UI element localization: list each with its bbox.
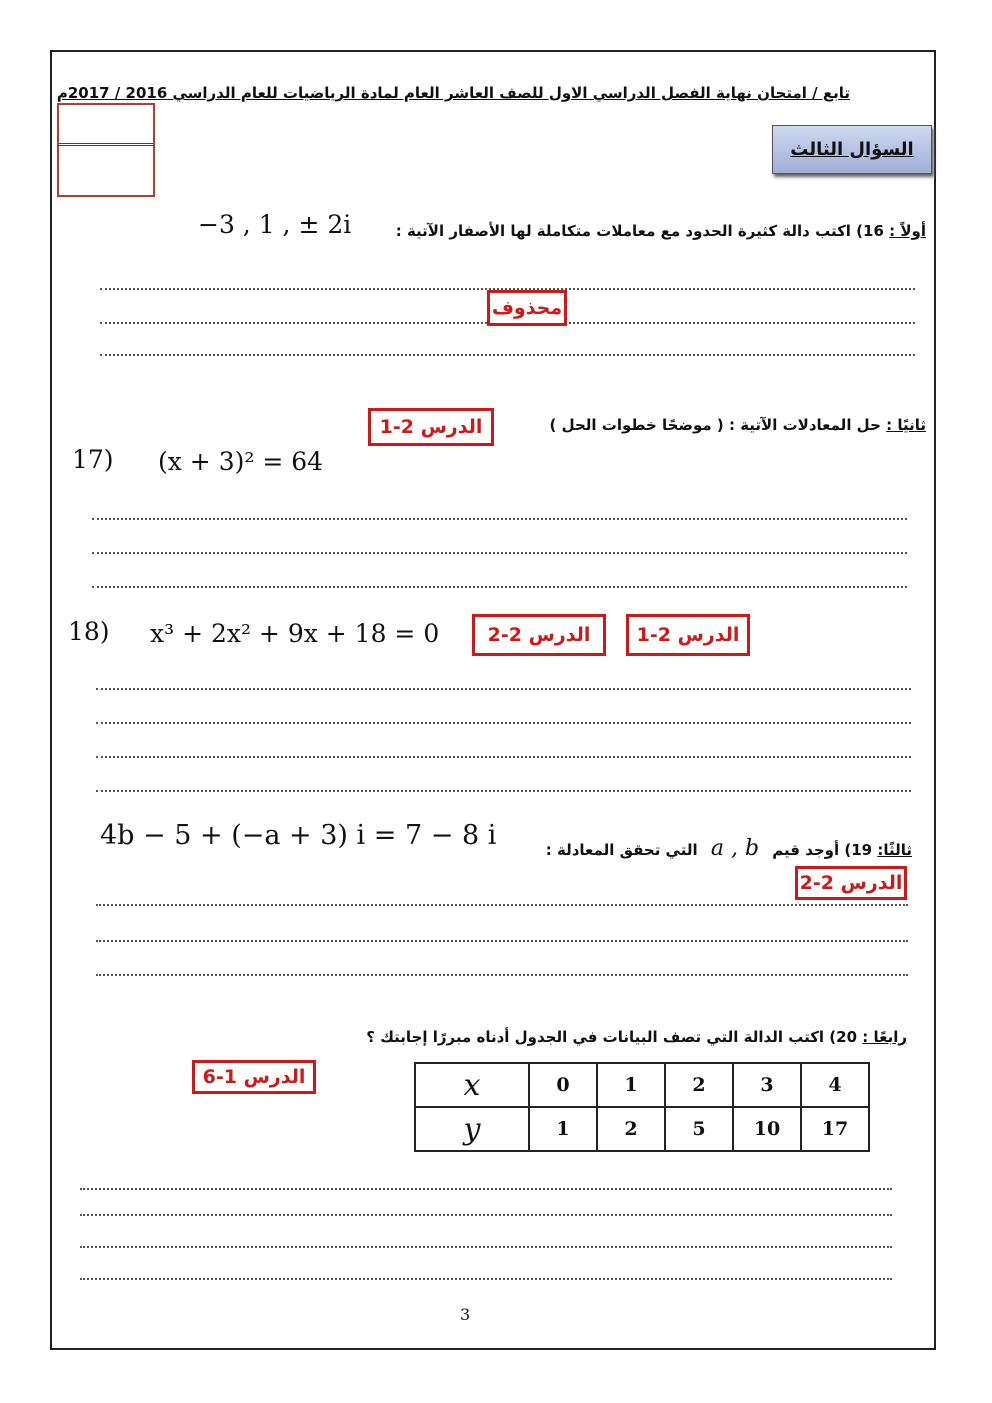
table-row <box>415 1063 869 1107</box>
table-cell: 5 <box>665 1107 733 1151</box>
answer-line <box>96 904 908 906</box>
section-title: السؤال الثالث <box>772 125 932 174</box>
q17-number: 17) <box>72 445 114 474</box>
q16-prompt <box>396 222 926 240</box>
q18-equation: x³ + 2x² + 9x + 18 = 0 <box>150 619 440 648</box>
grade-box-divider <box>59 143 153 146</box>
answer-line <box>96 790 911 792</box>
lesson-tag: الدرس 2-2 <box>795 866 907 900</box>
page-frame <box>50 50 936 1350</box>
answer-line <box>80 1278 892 1280</box>
answer-line <box>96 722 911 724</box>
answer-line <box>80 1246 892 1248</box>
q16-zeros: −3 , 1 , ± 2i <box>198 210 352 239</box>
table-cell: 0 <box>529 1063 597 1107</box>
deleted-tag: محذوف <box>487 290 567 326</box>
data-table <box>414 1062 870 1152</box>
answer-line <box>92 586 907 588</box>
part2-text: حل المعادلات الآتية : ( موضحًا خطوات الحل ) <box>549 416 881 434</box>
answer-line <box>80 1188 892 1190</box>
q19-prompt <box>546 836 912 861</box>
answer-line <box>96 974 908 976</box>
answer-line <box>96 940 908 942</box>
answer-line <box>100 354 915 356</box>
grade-box <box>57 103 155 197</box>
lesson-tag: الدرس 2-1 <box>626 614 750 656</box>
answer-line <box>92 552 907 554</box>
answer-line <box>96 756 911 758</box>
table-cell: 1 <box>529 1107 597 1151</box>
q17-equation: (x + 3)² = 64 <box>158 447 324 476</box>
lesson-tag: الدرس 2-1 <box>368 408 494 446</box>
part2-label: ثانيًا : <box>886 416 926 434</box>
answer-line <box>92 518 907 520</box>
q19-text2: التي تحقق المعادلة : <box>545 841 698 859</box>
table-cell: 1 <box>597 1063 665 1107</box>
table-cell: 17 <box>801 1107 869 1151</box>
q20-label: رابعًا : <box>862 1028 907 1046</box>
table-cell: 3 <box>733 1063 801 1107</box>
lesson-tag: الدرس 2-2 <box>472 614 606 656</box>
q16-label: أولاً : <box>889 222 926 240</box>
answer-line <box>80 1214 892 1216</box>
q20-text: 20) اكتب الدالة التي تصف البيانات في الجدول أدناه مبررًا إجابتك ؟ <box>366 1028 858 1046</box>
table-cell: 2 <box>597 1107 665 1151</box>
y-header: y <box>415 1107 529 1151</box>
table-cell: 2 <box>665 1063 733 1107</box>
q19-equation: 4b − 5 + (−a + 3) i = 7 − 8 i <box>100 820 497 851</box>
answer-line <box>96 688 911 690</box>
q20-prompt <box>366 1028 907 1046</box>
x-header: x <box>415 1063 529 1107</box>
part2-prompt <box>550 416 926 434</box>
page-number: 3 <box>460 1305 471 1324</box>
lesson-tag: الدرس 1-6 <box>192 1060 316 1094</box>
table-cell: 10 <box>733 1107 801 1151</box>
q19-label: ثالثًا: <box>877 841 912 859</box>
q19-text: 19) أوجد قيم <box>772 841 873 859</box>
q18-number: 18) <box>68 617 110 646</box>
table-cell: 4 <box>801 1063 869 1107</box>
exam-header: تابع / امتحان نهاية الفصل الدراسي الاول للصف العاشر العام لمادة الرياضيات للعام الدراسي 2016 / 2017م <box>56 84 850 102</box>
q19-vars: a , b <box>710 836 760 861</box>
table-row <box>415 1107 869 1151</box>
q16-text: 16) اكتب دالة كثيرة الحدود مع معاملات متكاملة لها الأصفار الآتية : <box>395 222 884 240</box>
